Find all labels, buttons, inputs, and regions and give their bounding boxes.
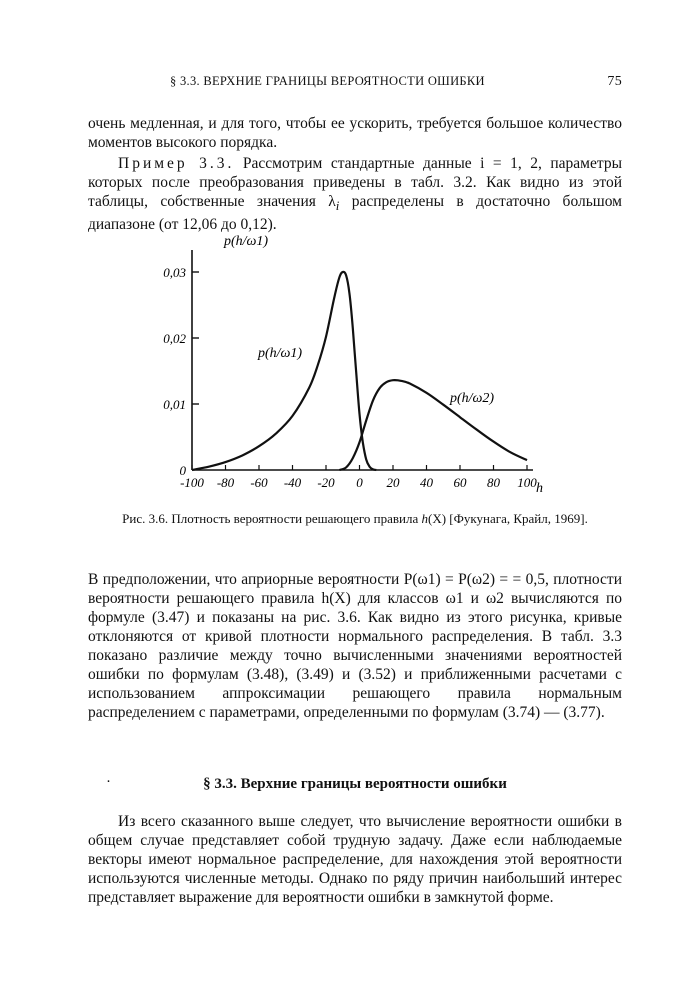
x-tick-label: 80 bbox=[487, 475, 500, 490]
curve1-label: p(h/ω1) bbox=[258, 346, 303, 361]
x-tick-label: 20 bbox=[386, 475, 400, 490]
y-tick-label: 0 bbox=[179, 463, 186, 478]
example-text: Рассмотрим стандартные данные i = 1, 2, параметры которых после преобразования приведены в табл. 3.2. Как видно из этой таблицы, собственные значения λ bbox=[88, 155, 622, 210]
paragraph-1: очень медленная, и для того, чтобы ее ускорить, требуется большое количество моментов высокого порядка. bbox=[88, 115, 622, 151]
x-tick-label: -20 bbox=[317, 475, 335, 490]
caption-text-1: Рис. 3.6. Плотность вероятности решающего правила bbox=[122, 511, 422, 526]
paragraph-4: Из всего сказанного выше следует, что вычисление вероятности ошибки в общем случае представляет собой трудную задачу. Даже если наблюдаемые векторы имеют нормальное распределение, для нахождения этой вероятности используются численные методы. Однако по ряду причин наибольший интерес представляет выражение для вероятности ошибки в замкнутой форме. bbox=[88, 813, 622, 906]
curve-p-h-omega2 bbox=[339, 380, 527, 470]
x-axis-label: h bbox=[536, 481, 543, 496]
running-header bbox=[88, 74, 622, 92]
x-tick-label: 40 bbox=[420, 475, 433, 490]
section-title: § 3.3. Верхние границы вероятности ошибки bbox=[203, 776, 507, 792]
caption-text-2: (X) [Фукунага, Крайл, 1969]. bbox=[428, 511, 588, 526]
example-lead: Пример 3.3. bbox=[118, 155, 235, 172]
x-tick-label: -100 bbox=[180, 475, 204, 490]
x-tick-label: -40 bbox=[283, 475, 302, 490]
figure-caption bbox=[88, 510, 622, 528]
page-number: 75 bbox=[607, 74, 622, 89]
x-tick-label: -60 bbox=[250, 475, 268, 490]
curve2-label: p(h/ω2) bbox=[450, 391, 495, 406]
x-tick-label: 100 bbox=[517, 475, 537, 490]
paragraph-3: В предположении, что априорные вероятности P(ω1) = P(ω2) = = 0,5, плотности вероятности решающего правила h(X) для классов ω1 и ω2 вычисляются по формуле (3.47) и показаны на рис. 3.6. Как видно из этого рисунка, кривые отклоняются от кривой плотности нормального распределения. В табл. 3.3 показано различие между точно вычисленными значениями вероятностей ошибки по формулам (3.48), (3.49) и (3.52) и приближенными расчетами с использованием аппроксимации решающего правила нормальным распределением с параметрами, определенными по формулам (3.74) — (3.77). bbox=[88, 571, 622, 721]
y-tick-label: 0,01 bbox=[163, 397, 186, 412]
lambda-subscript: i bbox=[335, 198, 340, 214]
x-tick-label: 0 bbox=[356, 475, 363, 490]
y-tick-label: 0,02 bbox=[163, 331, 186, 346]
caption-h: h bbox=[421, 511, 428, 526]
density-figure bbox=[160, 230, 560, 500]
section-dot: · bbox=[106, 774, 111, 790]
curve-p-h-omega1 bbox=[192, 272, 376, 470]
x-tick-label: -80 bbox=[216, 475, 235, 490]
section-heading bbox=[88, 776, 622, 793]
example-tail: распределены в достаточно большом диапазоне (от 12,06 до 0,12). bbox=[88, 193, 622, 234]
y-axis-label: p(h/ω1) bbox=[224, 234, 269, 249]
y-tick-label: 0,03 bbox=[163, 265, 186, 280]
paragraph-example bbox=[88, 154, 622, 234]
running-title: § 3.3. ВЕРХНИЕ ГРАНИЦЫ ВЕРОЯТНОСТИ ОШИБКИ bbox=[170, 74, 485, 88]
x-tick-label: 60 bbox=[453, 475, 467, 490]
